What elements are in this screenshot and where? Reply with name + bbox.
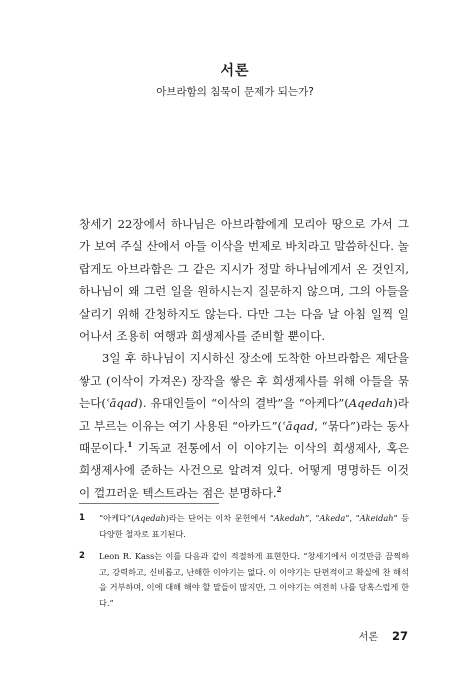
- footnote-number: 2: [79, 551, 85, 562]
- footnote-1-part-d: ”, “: [345, 513, 360, 523]
- chapter-title: 서론: [220, 63, 250, 79]
- body-text: [79, 213, 409, 504]
- page-footer: [359, 628, 408, 643]
- term-aqad: ʿāqad: [105, 396, 139, 411]
- footnote-ref-1[interactable]: 1: [127, 440, 133, 450]
- footnote-divider: [79, 503, 219, 504]
- footnote-ref-2[interactable]: 2: [276, 485, 282, 495]
- paragraph-2-part-e: 기독교 전통에서 이 이야기는 이삭의 희생제사, 혹은 희생제사에 준하는 사건으로 알려져 있다. 어떻게 명명하든 이것이 껄끄러운 텍스트라는 점은 분명하다.: [79, 441, 409, 500]
- footnote-number: 1: [79, 513, 85, 523]
- footnote-1-part-a: “아케다”(: [99, 513, 135, 523]
- footnote-1: [79, 511, 409, 542]
- paragraph-2: [79, 347, 409, 504]
- term-aqedah: Aqedah: [348, 396, 394, 411]
- page-number: 27: [391, 629, 408, 643]
- footnotes: [79, 511, 409, 619]
- variant-akeidah: Akeidah: [359, 513, 394, 523]
- paragraph-2-part-b: ). 유대인들이 “이삭의 결박”을 “아케다”(: [138, 396, 349, 411]
- paragraph-1: 창세기 22장에서 하나님은 아브라함에게 모리아 땅으로 가서 그가 보여 주실 산에서 아들 이삭을 번제로 바치라고 말씀하신다. 놀랍게도 아브라함은 그 같은 지시가 정말 하나님에게서 온 것인지, 하나님이 왜 그런 일을 원하시는지 질문하지 않으며, 그의 아들을 살리기 위해 간청하지도 않는다. 다만 그는 다음 날 아침 일찍 일어나서 조용히 여행과 희생제사를 준비할 뿐이다.: [79, 217, 409, 344]
- chapter-subtitle: 아브라함의 침묵이 문제가 되는가?: [156, 86, 314, 98]
- variant-akeda: Akeda: [319, 513, 346, 523]
- paragraph-2-part-a: 3일 후 하나님이 지시하신 장소에 도착한 아브라함은 제단을 쌓고 (이삭이 가져온) 장작을 쌓은 후 희생제사를 위해 아들을 묶는다(: [79, 351, 409, 411]
- footnote-2: [79, 549, 409, 611]
- variant-akedah: Akedah: [273, 513, 306, 523]
- footnote-1-part-c: ”, “: [305, 513, 320, 523]
- running-title: 서론: [358, 632, 378, 643]
- footnote-1-part-b: )라는 단어는 이차 문헌에서 “: [165, 513, 274, 523]
- term-aqad-2: ʿāqad: [282, 418, 315, 433]
- term-aqedah: Aqedah: [134, 513, 166, 523]
- paragraph-2-part-c: )라고 부르는 이유는 여기 사용된 “아카드”(: [79, 396, 409, 433]
- footnote-1-part-e: ” 등 다양한 철자로 표기된다.: [99, 513, 410, 539]
- footnote-text: [99, 511, 409, 542]
- paragraph-2-part-d: , “묶다”)라는 동사 때문이다.: [79, 418, 409, 456]
- footnote-text: Leon R. Kass는 이를 다음과 같이 적절하게 표현한다. “창세기에서 이것만큼 끔찍하고, 강력하고, 신비롭고, 난해한 이야기는 없다. 이 이야기는 단편적이고 확실에 찬 해석을 거부하며, 이에 대해 해야 할 말들이 많지만, 그 이야기는 여전히 나를 당혹스럽게 한다.”: [99, 551, 409, 608]
